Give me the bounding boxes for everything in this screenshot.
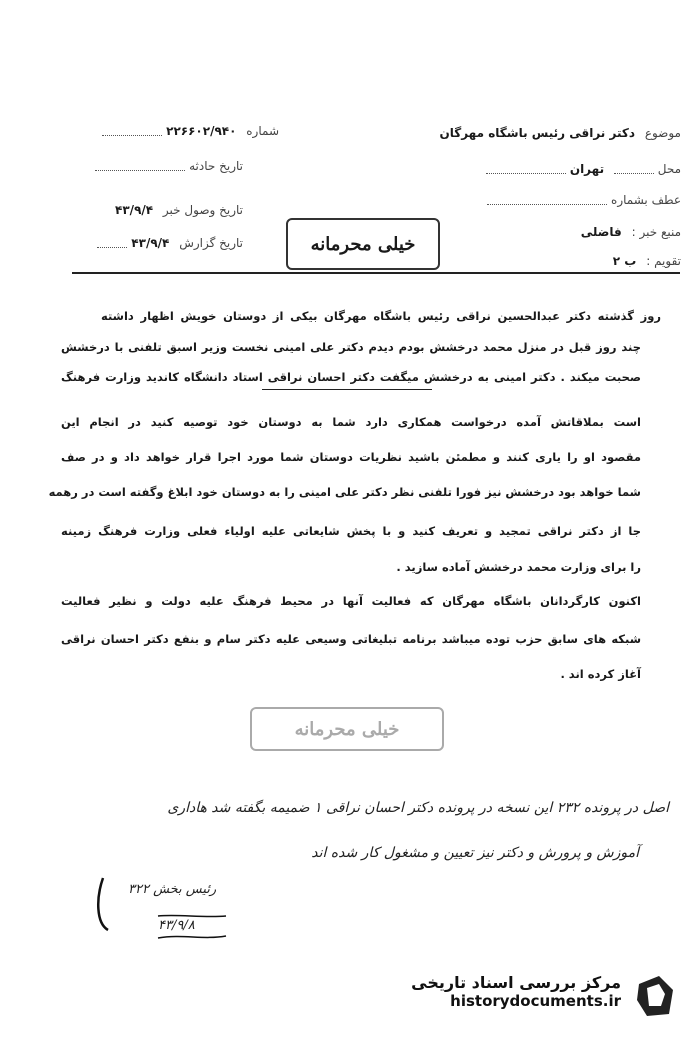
body-line-9: اکنون کارگردانان باشگاه مهرگان که فعالیت آنها در محیط فرهنگ علیه دولت و نظیر فعالیت — [61, 594, 641, 608]
signature-date: ۴۳/۹/۸ — [158, 918, 195, 933]
watermark-english: historydocuments.ir — [450, 992, 621, 1010]
location-value: تهران — [569, 162, 605, 176]
source-label: منبع خبر — [639, 225, 681, 239]
location-row — [486, 162, 681, 176]
body-line-6: شما خواهد بود درخشش نیز فورا تلفنی نظر دکتر علی امینی را به دوستان خود ابلاغ وگفته است در رهمه — [48, 485, 641, 499]
number-row — [102, 124, 279, 138]
location-label: محل — [657, 162, 681, 176]
body-line-11: آغاز کرده اند . — [560, 667, 641, 681]
rating-row: تقویم : ب ۲ — [612, 254, 681, 268]
number-label: شماره — [246, 124, 279, 138]
handwritten-note-line-2: آموزش و پرورش و دکتر نیز تعیین و مشغول کار شده اند — [311, 845, 639, 861]
subject-value: دکتر نراقی رئیس باشگاه مهرگان — [439, 126, 635, 140]
signature-note: رئیس بخش ۳۲۲ — [128, 882, 217, 897]
archive-logo-icon — [629, 970, 681, 1022]
body-line-5: مقصود او را یاری کنند و مطمئن باشید نظریات دوستان شما مورد اجرا قرار خواهد داد و در صف — [61, 450, 641, 464]
body-line-1: روز گذشته دکتر عبدالحسین نراقی رئیس باشگاه مهرگان بیکی از دوستان خویش اظهار داشته — [101, 309, 661, 323]
body-line-8: را برای وزارت محمد درخشش آماده سازید . — [396, 560, 641, 574]
news-received-value: ۴۳/۹/۴ — [115, 203, 154, 217]
news-received-row — [115, 203, 243, 217]
classification-stamp-bottom: خیلی محرمانه — [250, 707, 444, 751]
reference-row — [487, 193, 681, 207]
subject-row — [439, 126, 681, 140]
body-line-3: صحبت میکند . دکتر امینی به درخشش میگفت دکتر احسان نراقی استاد دانشگاه کاندید وزارت فرهنگ — [61, 370, 641, 384]
watermark-persian: مرکز بررسی اسناد تاریخی — [411, 973, 621, 992]
source-value: فاضلی — [580, 225, 622, 239]
classification-stamp-top: خیلی محرمانه — [286, 218, 440, 270]
incident-date-row — [95, 159, 243, 173]
report-date-row — [97, 236, 243, 250]
header-divider — [72, 272, 680, 274]
subject-label: موضوع — [644, 126, 681, 140]
body-line-2: چند روز قبل در منزل محمد درخشش بودم دیدم دکتر علی امینی نخست وزیر اسبق تلفنی با درخشش — [61, 340, 641, 354]
report-date-label: تاریخ گزارش — [179, 236, 243, 250]
signature-icon — [88, 868, 228, 948]
body-line-4: است بملاقاتش آمده درخواست همکاری دارد شما به دوستان خود توصیه کنید در انجام این — [61, 415, 641, 429]
body-line-10: شبکه های سابق حزب توده میباشد برنامه تبلیغاتی وسیعی علیه دکتر سام و بنفع دکتر احسان نراقی — [61, 632, 641, 646]
watermark — [411, 973, 621, 1010]
emphasis-underline — [262, 389, 432, 390]
number-value: ۲۲۶۶۰۲/۹۴۰ — [166, 124, 237, 138]
news-received-label: تاریخ وصول خبر — [162, 203, 243, 217]
incident-date-label: تاریخ حادثه — [189, 159, 243, 173]
body-line-7: جا از دکتر نراقی تمجید و تعریف کنید و با پخش شایعاتی علیه اولیاء فعلی وزارت فرهنگ زمینه — [61, 524, 641, 538]
reference-label: عطف بشماره — [611, 193, 681, 207]
report-date-value: ۴۳/۹/۴ — [131, 236, 170, 250]
rating-label: تقویم — [654, 254, 681, 268]
handwritten-note-line-1: اصل در پرونده ۲۳۲ این نسخه در پرونده دکتر احسان نراقی ۱ ضمیمه بگفته شد هاداری — [167, 800, 669, 816]
source-row: منبع خبر : فاضلی — [580, 225, 681, 239]
rating-value: ب ۲ — [612, 254, 637, 268]
